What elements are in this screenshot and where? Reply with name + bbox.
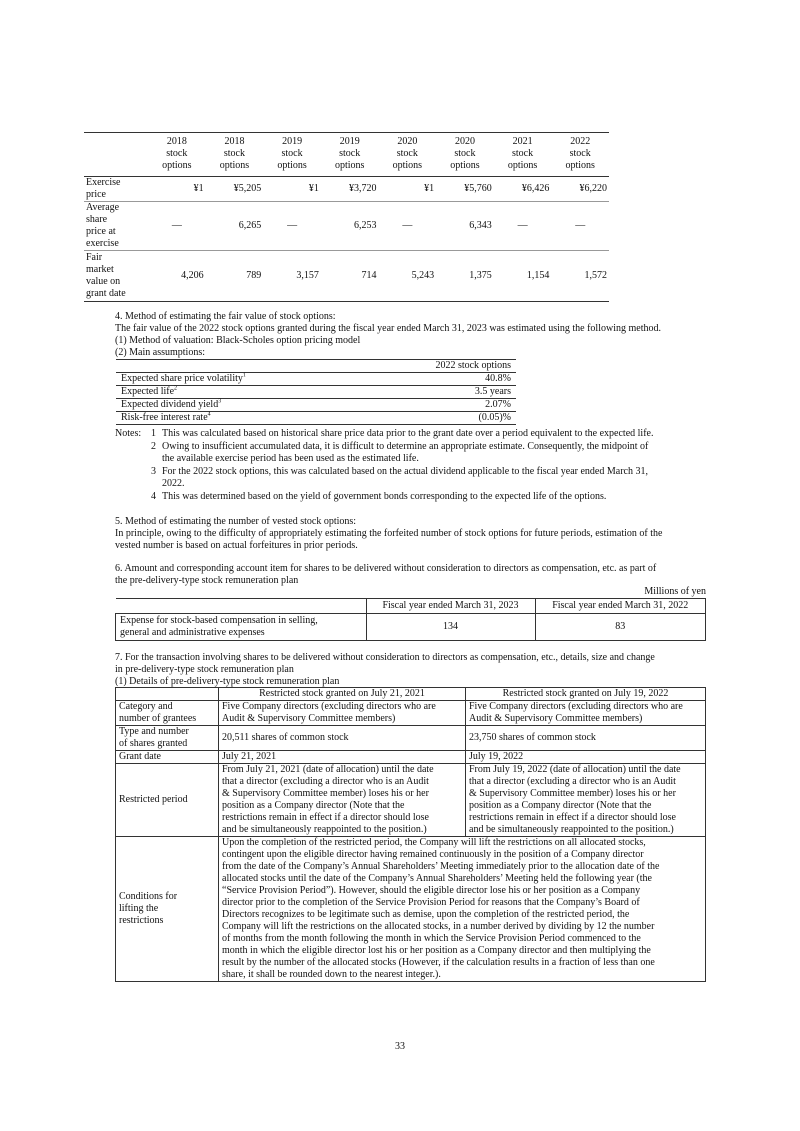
assumption-row — [116, 412, 516, 425]
assumption-value: 3.5 years — [361, 386, 516, 399]
col-header: 2021 stock options — [494, 133, 552, 177]
conditions-label: Conditions for lifting the restrictions — [116, 837, 219, 982]
expense-value-2022: 83 — [535, 614, 706, 641]
note-number: 2 — [151, 441, 156, 452]
col-header: 2019 stock options — [263, 133, 321, 177]
col-header: 2022 stock options — [551, 133, 609, 177]
grant-date-label: Grant date — [116, 751, 219, 764]
restricted-period-row — [116, 764, 706, 837]
cell: — — [379, 202, 437, 251]
note-text: This was calculated based on historical share price data prior to the grant date over a period equivalent to the expected life. — [162, 428, 654, 439]
assumption-row — [116, 386, 516, 399]
header-blank — [84, 133, 148, 177]
row-fair-market-value — [84, 251, 609, 302]
shares-label: Type and number of shares granted — [116, 726, 219, 751]
col-header: 2018 stock options — [206, 133, 264, 177]
row-average-share-price — [84, 202, 609, 251]
expense-value-2023: 134 — [366, 614, 535, 641]
restricted-col-2022: Restricted stock granted on July 19, 2022 — [466, 688, 706, 701]
section4-title: 4. Method of estimating the fair value of stock options: — [115, 311, 336, 322]
row-label: Exercise price — [84, 177, 148, 202]
cell: ¥6,220 — [551, 177, 609, 202]
restricted-col-2021: Restricted stock granted on July 21, 2021 — [219, 688, 466, 701]
restricted-header-blank — [116, 688, 219, 701]
note-text: For the 2022 stock options, this was calculated based on the actual dividend applicable to the fiscal year ended March 31, — [162, 466, 648, 477]
shares-2021: 20,511 shares of common stock — [219, 726, 466, 751]
cell: — — [494, 202, 552, 251]
cell: ¥1 — [263, 177, 321, 202]
cell: 6,265 — [206, 202, 264, 251]
expense-header-row — [116, 599, 706, 614]
conditions-text: Upon the completion of the restricted period, the Company will lift the restrictions on all allocated stocks, contingent upon the eligible director having remained continuously in the position of a Company director from the date of the Company’s Annual Shareholders’ Meeting immediately prior to the allocation date of the allocated stocks until the date of the Company’s Annual Shareholders’ Meeting held the following year (the “Service Provision Period”). However, should the eligible director lose his or her position as a Company director prior to the completion of the Service Provision Period for reasons that the Company’s Board of Directors recognizes to be legitimate such as demise, upon the completion of the restricted period, the Company will lift the restrictions on the allocated stocks, in a number derived by dividing by 12 the number of months from the month following the month in which the Service Provision Period commenced to the month in which the eligible director lost his or her position as a Company director and then multiplying the result by the number of the allocated stocks (However, if the calculation results in a fraction of less than one share, it shall be rounded down to the nearest integer.). — [219, 837, 706, 982]
notes-label: Notes: — [115, 428, 142, 439]
section4-intro: The fair value of the 2022 stock options granted during the fiscal year ended March 31, 2023 was estimated using the following method. — [115, 323, 661, 334]
assumption-label: Expected dividend yield$^3$ — [116, 399, 361, 412]
note-number: 1 — [151, 428, 156, 439]
expense-col-2022: Fiscal year ended March 31, 2022 — [535, 599, 706, 614]
expense-header-blank — [116, 599, 367, 614]
assumption-label: Risk-free interest rate$^4$ — [116, 412, 361, 425]
assumption-row — [116, 399, 516, 412]
cell: ¥5,760 — [436, 177, 494, 202]
cell: — — [148, 202, 206, 251]
cell: 1,154 — [494, 251, 552, 302]
cell: — — [263, 202, 321, 251]
grant-date-2021: July 21, 2021 — [219, 751, 466, 764]
section7-subtitle: (1) Details of pre-delivery-type stock remuneration plan — [115, 676, 340, 687]
restricted-header-row — [116, 688, 706, 701]
assumption-value: 40.8% — [361, 373, 516, 386]
assumption-value: 2.07% — [361, 399, 516, 412]
note-number: 4 — [151, 491, 156, 502]
expense-col-2023: Fiscal year ended March 31, 2023 — [366, 599, 535, 614]
note-text: the available exercise period has been used as the estimated life. — [162, 453, 419, 464]
assumption-row — [116, 373, 516, 386]
grantees-2022: Five Company directors (excluding directors who are Audit & Supervisory Committee members) — [466, 701, 706, 726]
grantees-2021: Five Company directors (excluding directors who are Audit & Supervisory Committee members) — [219, 701, 466, 726]
section4-method: (1) Method of valuation: Black-Scholes option pricing model — [115, 335, 361, 346]
col-header: 2019 stock options — [321, 133, 379, 177]
grant-date-2022: July 19, 2022 — [466, 751, 706, 764]
cell: ¥5,205 — [206, 177, 264, 202]
restricted-period-2022: From July 19, 2022 (date of allocation) until the date that a director (excluding a director who is an Audit & Supervisory Committee member) loses his or her position as a Company director (Note that the restrictions remain in effect if a director should lose and be simultaneously reappointed to the position.) — [466, 764, 706, 837]
expense-row-label: Expense for stock-based compensation in selling, general and administrative expenses — [116, 614, 367, 641]
expense-table — [115, 598, 706, 641]
cell: 1,572 — [551, 251, 609, 302]
cell: ¥1 — [148, 177, 206, 202]
stock-options-header-row — [84, 133, 609, 177]
assumption-value: (0.05)% — [361, 412, 516, 425]
note-text: Owing to insufficient accumulated data, it is difficult to determine an appropriate estimate. Consequently, the midpoint of — [162, 441, 649, 452]
cell: 714 — [321, 251, 379, 302]
cell: 1,375 — [436, 251, 494, 302]
restricted-period-2021: From July 21, 2021 (date of allocation) until the date that a director (excluding a director who is an Audit & Supervisory Committee member) loses his or her position as a Company director (Note that the restrictions remain in effect if a director should lose and be simultaneously reappointed to the position.) — [219, 764, 466, 837]
grantees-label: Category and number of grantees — [116, 701, 219, 726]
row-label: Average share price at exercise — [84, 202, 148, 251]
assumptions-header: 2022 stock options — [361, 360, 516, 373]
cell: 3,157 — [263, 251, 321, 302]
col-header: 2020 stock options — [436, 133, 494, 177]
cell: ¥1 — [379, 177, 437, 202]
cell: — — [551, 202, 609, 251]
cell: 6,343 — [436, 202, 494, 251]
assumptions-header-row — [116, 360, 516, 373]
assumption-label: Expected share price volatility$^1$ — [116, 373, 361, 386]
col-header: 2020 stock options — [379, 133, 437, 177]
col-header: 2018 stock options — [148, 133, 206, 177]
conditions-row — [116, 837, 706, 982]
note-text: This was determined based on the yield of government bonds corresponding to the expected life of the options. — [162, 491, 607, 502]
assumptions-table — [116, 359, 516, 425]
row-exercise-price — [84, 177, 609, 202]
restricted-stock-table — [115, 687, 706, 982]
section6-title: the pre-delivery-type stock remuneration plan — [115, 575, 299, 586]
section5-title: 5. Method of estimating the number of vested stock options: — [115, 516, 357, 527]
section5-text: vested number is based on actual forfeitures in prior periods. — [115, 540, 358, 551]
stock-options-table — [84, 132, 609, 302]
cell: 789 — [206, 251, 264, 302]
cell: ¥3,720 — [321, 177, 379, 202]
cell: 4,206 — [148, 251, 206, 302]
cell: ¥6,426 — [494, 177, 552, 202]
shares-row — [116, 726, 706, 751]
section7-title: in pre-delivery-type stock remuneration plan — [115, 664, 294, 675]
section5-text: In principle, owing to the difficulty of appropriately estimating the forfeited number of stock options for future periods, estimation of the — [115, 528, 663, 539]
shares-2022: 23,750 shares of common stock — [466, 726, 706, 751]
section7-title: 7. For the transaction involving shares to be delivered without consideration to directors as compensation, etc., details, size and change — [115, 652, 655, 663]
assumption-label: Expected life$^2$ — [116, 386, 361, 399]
section4-assumptions-title: (2) Main assumptions: — [115, 347, 205, 358]
section6-title: 6. Amount and corresponding account item for shares to be delivered without consideration to directors as compensation, etc. as part of — [115, 563, 657, 574]
units-label: Millions of yen — [644, 586, 706, 597]
restricted-period-label: Restricted period — [116, 764, 219, 837]
grant-date-row — [116, 751, 706, 764]
page-number: 33 — [395, 1041, 405, 1052]
cell: 6,253 — [321, 202, 379, 251]
row-label: Fair market value on grant date — [84, 251, 148, 302]
expense-row — [116, 614, 706, 641]
note-text: 2022. — [162, 478, 185, 489]
assumptions-header-blank — [116, 360, 361, 373]
grantees-row — [116, 701, 706, 726]
note-number: 3 — [151, 466, 156, 477]
cell: 5,243 — [379, 251, 437, 302]
